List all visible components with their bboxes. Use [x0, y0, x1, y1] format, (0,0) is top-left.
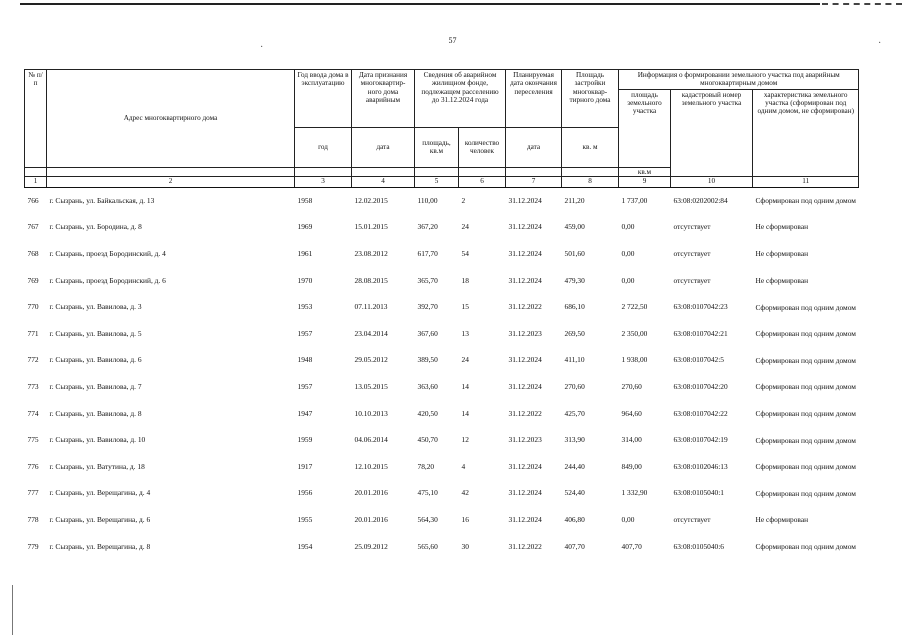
cell-cadastral: 63:08:0105040:1 [673, 488, 725, 498]
cell-cadastral: 63:08:0105040:6 [673, 541, 725, 551]
cell-planned-date: 31.12.2023 [508, 435, 542, 445]
header-no: № п/п [25, 70, 47, 168]
header-year: Год ввода дома в эксплуатацию [295, 70, 352, 128]
cell-people: 42 [461, 488, 469, 498]
table-row [25, 268, 859, 295]
cell-address: г. Сызрань, ул. Бородина, д. 8 [49, 222, 142, 232]
cell-address: г. Сызрань, ул. Вавилова, д. 6 [49, 355, 142, 365]
header-unit-date: дата [352, 127, 415, 167]
cell-year: 1947 [297, 408, 313, 418]
table-row [25, 294, 859, 321]
cell-area: 450,70 [417, 435, 438, 445]
cell-year: 1957 [297, 382, 313, 392]
cell-no: 770 [27, 302, 39, 312]
header-address: Адрес многоквартирного дома [47, 70, 295, 168]
cell-planned-date: 31.12.2022 [508, 541, 542, 551]
cell-address: г. Сызрань, ул. Верещагина, д. 6 [49, 515, 151, 524]
cell-land-area: 2 722,50 [621, 302, 648, 312]
cell-people: 30 [461, 541, 469, 551]
cell-no: 778 [27, 515, 39, 524]
cell-recognition-date: 07.11.2013 [354, 302, 388, 312]
cell-building-area: 270,60 [564, 382, 585, 392]
cell-recognition-date: 29.05.2012 [354, 355, 388, 365]
cell-characteristic: Сформирован под одним домом [755, 462, 856, 472]
cell-planned-date: 31.12.2024 [508, 355, 542, 365]
cell-no: 772 [27, 355, 39, 365]
cell-characteristic: Не сформирован [755, 515, 809, 524]
col-number: 1 [25, 176, 47, 187]
col-number: 8 [562, 176, 619, 187]
header-land-info: Информация о формировании земельного участка под аварийным многоквартирным домом [619, 70, 859, 90]
header-spacer [47, 167, 295, 176]
table-row [25, 427, 859, 454]
cell-land-area: 270,60 [621, 382, 642, 392]
cell-building-area: 244,40 [564, 461, 585, 471]
cell-cadastral: 63:08:0107042:19 [673, 435, 728, 445]
cell-people: 13 [461, 328, 469, 338]
cell-recognition-date: 20.01.2016 [354, 515, 388, 524]
cell-recognition-date: 12.10.2015 [354, 461, 388, 471]
cell-land-area: 849,00 [621, 461, 642, 471]
cell-building-area: 407,70 [564, 541, 585, 551]
cell-cadastral: 63:08:0107042:5 [673, 355, 725, 365]
table-row [25, 214, 859, 241]
cell-area: 367,60 [417, 328, 438, 338]
cell-land-area: 0,00 [621, 249, 635, 259]
cell-land-area: 1 737,00 [621, 195, 648, 205]
cell-no: 774 [27, 408, 39, 418]
cell-area: 617,70 [417, 249, 438, 259]
cell-recognition-date: 12.02.2015 [354, 195, 388, 205]
cell-no: 773 [27, 382, 39, 392]
cell-area: 392,70 [417, 302, 438, 312]
cell-recognition-date: 15.01.2015 [354, 222, 388, 232]
col-number: 9 [619, 176, 671, 187]
table-row [25, 401, 859, 428]
cell-recognition-date: 28.08.2015 [354, 275, 388, 285]
header-unit-people: количество человек [459, 127, 506, 167]
cell-year: 1917 [297, 461, 313, 471]
cell-characteristic: Не сформирован [755, 222, 809, 232]
cell-people: 24 [461, 355, 469, 365]
table-row [25, 534, 859, 561]
cell-building-area: 479,30 [564, 275, 585, 285]
cell-people: 18 [461, 275, 469, 285]
cell-planned-date: 31.12.2022 [508, 302, 542, 312]
cell-planned-date: 31.12.2024 [508, 222, 542, 232]
cell-people: 15 [461, 302, 469, 312]
cell-land-area: 1 332,90 [621, 488, 648, 498]
cell-planned-date: 31.12.2023 [508, 328, 542, 338]
cell-area: 363,60 [417, 382, 438, 392]
cell-planned-date: 31.12.2024 [508, 461, 542, 471]
cell-address: г. Сызрань, ул. Ватутина, д. 18 [49, 461, 145, 471]
cell-people: 16 [461, 515, 469, 524]
cell-characteristic: Сформирован под одним домом [755, 409, 856, 418]
cell-planned-date: 31.12.2024 [508, 275, 542, 285]
cell-address: г. Сызрань, ул. Вавилова, д. 3 [49, 302, 142, 312]
cell-area: 78,20 [417, 461, 435, 471]
cell-address: г. Сызрань, проезд Бородинский, д. 6 [49, 275, 166, 285]
cell-cadastral: отсутствует [673, 249, 711, 259]
cell-characteristic: Сформирован под одним домом [755, 355, 856, 365]
cell-cadastral: 63:08:0107042:20 [673, 382, 728, 392]
header-spacer [352, 167, 415, 176]
cell-address: г. Сызрань, проезд Бородинский, д. 4 [49, 249, 166, 259]
header-spacer [459, 167, 506, 176]
cell-building-area: 425,70 [564, 408, 585, 418]
cell-year: 1948 [297, 355, 313, 365]
header-characteristic: характеристика земельного участка (сформирован под одним домом, не сформирован) [753, 89, 859, 176]
table-row [25, 187, 859, 214]
cell-cadastral: 63:08:0202002:84 [673, 195, 728, 205]
cell-characteristic: Сформирован под одним домом [755, 196, 856, 206]
col-number: 7 [506, 176, 562, 187]
cell-year: 1956 [297, 488, 313, 498]
cell-people: 4 [461, 461, 466, 471]
cell-land-area: 0,00 [621, 515, 635, 524]
cell-planned-date: 31.12.2024 [508, 382, 542, 392]
emergency-housing-table [24, 69, 859, 560]
cell-planned-date: 31.12.2024 [508, 515, 542, 524]
col-number: 4 [352, 176, 415, 187]
cell-address: г. Сызрань, ул. Вавилова, д. 7 [49, 382, 142, 392]
cell-year: 1970 [297, 275, 313, 285]
cell-building-area: 411,10 [564, 355, 585, 365]
header-planned-date: Планируемая дата окончания переселения [506, 70, 562, 128]
cell-cadastral: 63:08:0107042:21 [673, 328, 728, 338]
col-number: 6 [459, 176, 506, 187]
cell-area: 420,50 [417, 408, 438, 418]
top-dashed-line [822, 3, 902, 5]
header-recognition-date: Дата признания многоквартир-ного дома аварийным [352, 70, 415, 128]
cell-building-area: 501,60 [564, 249, 585, 259]
cell-characteristic: Сформирован под одним домом [755, 435, 856, 445]
col-number: 5 [415, 176, 459, 187]
table-body [25, 187, 859, 560]
cell-building-area: 313,90 [564, 435, 585, 445]
cell-address: г. Сызрань, ул. Вавилова, д. 10 [49, 435, 146, 445]
cell-recognition-date: 23.08.2012 [354, 249, 388, 259]
cell-building-area: 459,00 [564, 222, 585, 232]
cell-land-area: 314,00 [621, 435, 642, 445]
cell-people: 12 [461, 435, 469, 445]
cell-planned-date: 31.12.2024 [508, 249, 542, 259]
cell-characteristic: Сформирован под одним домом [755, 488, 856, 498]
cell-no: 771 [27, 328, 39, 338]
header-spacer [562, 167, 619, 176]
cell-building-area: 524,40 [564, 488, 585, 498]
cell-land-area: 0,00 [621, 275, 635, 285]
cell-people: 14 [461, 382, 469, 392]
cell-no: 768 [27, 249, 39, 259]
cell-no: 775 [27, 435, 39, 445]
cell-building-area: 211,20 [564, 195, 585, 205]
cell-year: 1953 [297, 302, 313, 312]
table-row [25, 374, 859, 401]
top-border-line [20, 3, 820, 5]
scan-edge-line [12, 585, 13, 635]
header-spacer [415, 167, 459, 176]
cell-land-area: 407,70 [621, 541, 642, 551]
cell-area: 564,30 [417, 515, 438, 524]
cell-people: 24 [461, 222, 469, 232]
cell-building-area: 406,80 [564, 515, 585, 524]
cell-characteristic: Сформирован под одним домом [755, 329, 856, 339]
cell-no: 769 [27, 275, 39, 285]
cell-no: 776 [27, 461, 39, 471]
cell-planned-date: 31.12.2024 [508, 195, 542, 205]
cell-planned-date: 31.12.2022 [508, 408, 542, 418]
cell-recognition-date: 25.09.2012 [354, 541, 388, 551]
table-row [25, 507, 859, 534]
col-number: 3 [295, 176, 352, 187]
cell-address: г. Сызрань, ул. Вавилова, д. 5 [49, 328, 142, 338]
cell-no: 777 [27, 488, 39, 498]
cell-no: 766 [27, 195, 39, 205]
cell-year: 1969 [297, 222, 313, 232]
header-spacer [506, 167, 562, 176]
cell-characteristic: Сформирован под одним домом [755, 382, 856, 392]
cell-characteristic: Сформирован под одним домом [755, 541, 856, 551]
cell-characteristic: Не сформирован [755, 275, 809, 285]
table-row [25, 480, 859, 507]
scan-speck: · [260, 42, 264, 53]
col-number: 10 [671, 176, 753, 187]
cell-land-area: 964,60 [621, 408, 642, 418]
header-cadastral: кадастровый номер земельного участка [671, 89, 753, 176]
col-number: 11 [753, 176, 859, 187]
cell-building-area: 269,50 [564, 328, 585, 338]
cell-people: 14 [461, 408, 469, 418]
cell-recognition-date: 20.01.2016 [354, 488, 388, 498]
cell-people: 54 [461, 249, 469, 259]
scan-speck: · [878, 38, 882, 49]
header-spacer [295, 167, 352, 176]
cell-characteristic: Не сформирован [755, 249, 809, 259]
table-row [25, 347, 859, 374]
header-unit-sqm2: кв.м [619, 167, 671, 176]
cell-planned-date: 31.12.2024 [508, 488, 542, 498]
header-emergency-fund: Сведения об аварийном жилищном фонде, подлежащем расселению до 31.12.2024 года [415, 70, 506, 128]
header-building-area: Площадь застройки многоквар-тирного дома [562, 70, 619, 128]
cell-no: 779 [27, 541, 39, 551]
cell-recognition-date: 23.04.2014 [354, 328, 388, 338]
cell-land-area: 1 938,00 [621, 355, 648, 365]
cell-address: г. Сызрань, ул. Верещагина, д. 8 [49, 541, 151, 551]
cell-cadastral: 63:08:0107042:22 [673, 408, 728, 418]
cell-building-area: 686,10 [564, 302, 585, 312]
cell-cadastral: отсутствует [673, 275, 711, 285]
cell-year: 1958 [297, 195, 313, 205]
cell-year: 1954 [297, 541, 313, 551]
cell-cadastral: отсутствует [673, 222, 711, 232]
cell-area: 110,00 [417, 195, 438, 205]
table-row [25, 321, 859, 348]
cell-area: 367,20 [417, 222, 438, 232]
cell-area: 565,60 [417, 541, 438, 551]
header-unit-area: площадь, кв.м [415, 127, 459, 167]
header-unit-sqm: кв. м [562, 127, 619, 167]
cell-year: 1959 [297, 435, 313, 445]
cell-address: г. Сызрань, ул. Байкальская, д. 13 [49, 195, 155, 205]
cell-recognition-date: 13.05.2015 [354, 382, 388, 392]
header-unit-date2: дата [506, 127, 562, 167]
cell-land-area: 2 350,00 [621, 328, 648, 338]
header-land-area: площадь земельного участка [619, 89, 671, 167]
header-unit-year: год [295, 127, 352, 167]
cell-year: 1957 [297, 328, 313, 338]
cell-cadastral: 63:08:0107042:23 [673, 302, 728, 312]
cell-recognition-date: 04.06.2014 [354, 435, 388, 445]
cell-year: 1961 [297, 249, 313, 259]
cell-area: 475,10 [417, 488, 438, 498]
page-number: 57 [448, 36, 457, 45]
cell-no: 767 [27, 222, 39, 232]
cell-address: г. Сызрань, ул. Верещагина, д. 4 [49, 488, 151, 498]
table-row [25, 454, 859, 481]
cell-characteristic: Сформирован под одним домом [755, 302, 856, 312]
cell-people: 2 [461, 195, 466, 205]
cell-area: 389,50 [417, 355, 438, 365]
header-spacer [25, 167, 47, 176]
cell-land-area: 0,00 [621, 222, 635, 232]
cell-recognition-date: 10.10.2013 [354, 408, 388, 418]
cell-cadastral: 63:08:0102046:13 [673, 461, 728, 471]
cell-cadastral: отсутствует [673, 515, 711, 524]
cell-area: 365,70 [417, 275, 438, 285]
table-row [25, 241, 859, 268]
cell-address: г. Сызрань, ул. Вавилова, д. 8 [49, 408, 142, 418]
col-number: 2 [47, 176, 295, 187]
cell-year: 1955 [297, 515, 313, 524]
